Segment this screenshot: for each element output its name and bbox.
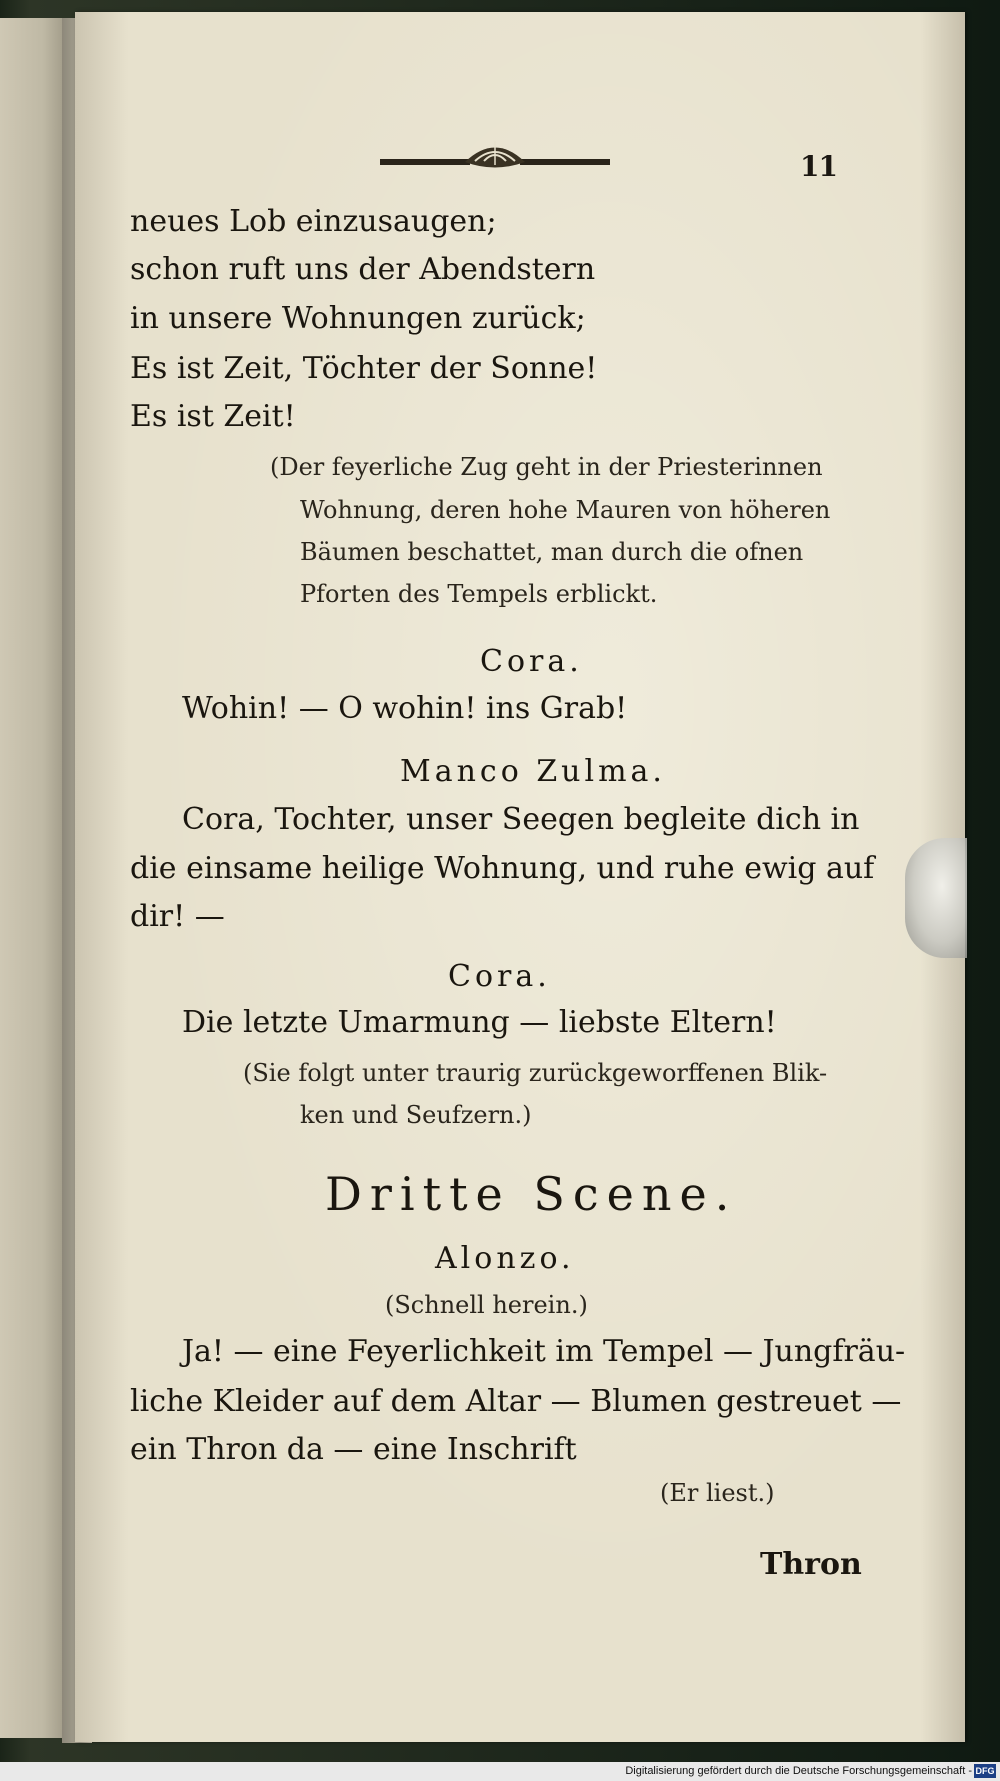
speech-line: Die letzte Umarmung — liebste Eltern! [182, 1005, 777, 1040]
headpiece-ornament [380, 135, 610, 181]
speech-line: dir! — [130, 899, 225, 934]
stage-direction-line: (Schnell herein.) [385, 1291, 588, 1319]
speaker-name: Cora. [448, 959, 551, 994]
text-line: in unsere Wohnungen zurück; [130, 301, 586, 336]
speaker-name: Manco Zulma. [400, 754, 666, 789]
footer-credit: Digitalisierung gefördert durch die Deutsche Forschungsgemeinschaft - [625, 1765, 972, 1777]
text-line: neues Lob einzusaugen; [130, 204, 497, 239]
stage-direction-line: Wohnung, deren hohe Mauren von höheren [300, 496, 831, 524]
digitization-footer [0, 1762, 1000, 1781]
speech-line: Ja! — eine Feyerlichkeit im Tempel — Jungfräu- [182, 1334, 906, 1369]
stage-direction-line: Pforten des Tempels erblickt. [300, 580, 658, 608]
speech-line: ein Thron da — eine Inschrift [130, 1432, 577, 1467]
text-line: Es ist Zeit! [130, 399, 296, 434]
page-number: 11 [800, 150, 837, 183]
speaker-name: Alonzo. [435, 1241, 575, 1276]
dfg-logo: DFG [975, 1766, 995, 1776]
speaker-name: Cora. [480, 644, 583, 679]
text-line: schon ruft uns der Abendstern [130, 252, 596, 287]
text-line: Es ist Zeit, Töchter der Sonne! [130, 351, 598, 386]
scene-title: Dritte Scene. [325, 1167, 738, 1221]
stage-direction-line: (Sie folgt unter traurig zurückgeworffenen Blik- [243, 1059, 828, 1087]
stage-direction-line: (Er liest.) [660, 1479, 775, 1507]
speech-line: Cora, Tochter, unser Seegen begleite dich in [182, 802, 860, 837]
stage-direction-line: (Der feyerliche Zug geht in der Priesterinnen [270, 453, 823, 481]
page-clip [905, 838, 967, 958]
stage-direction-line: ken und Seufzern.) [300, 1101, 532, 1129]
catchword: Thron [760, 1547, 862, 1582]
speech-line: liche Kleider auf dem Altar — Blumen gestreuet — [130, 1384, 902, 1419]
speech-line: die einsame heilige Wohnung, und ruhe ewig auf [130, 851, 875, 886]
speech-line: Wohin! — O wohin! ins Grab! [182, 691, 628, 726]
stage-direction-line: Bäumen beschattet, man durch die ofnen [300, 538, 804, 566]
